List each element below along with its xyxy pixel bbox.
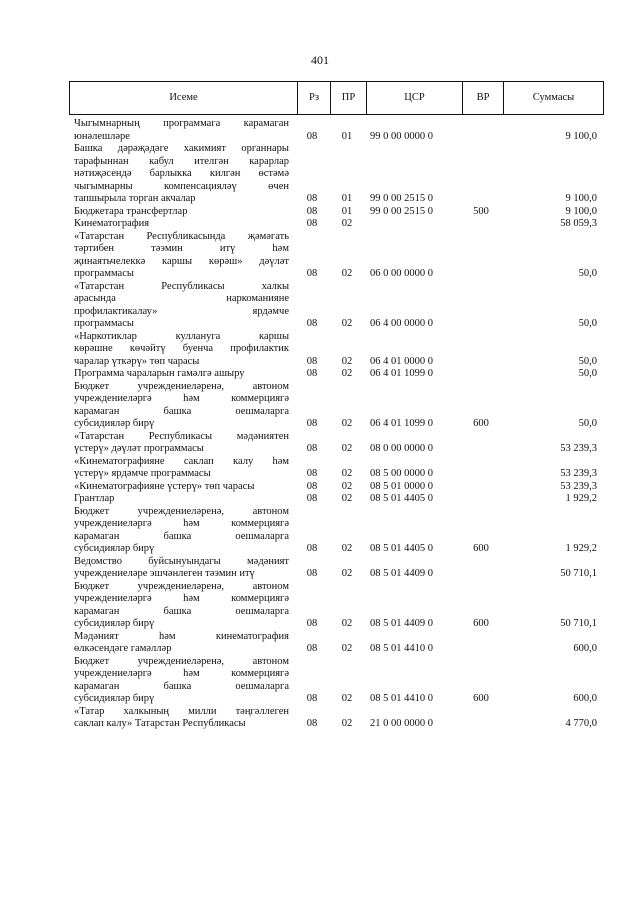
cell-sum: 58 059,3 bbox=[560, 218, 597, 229]
cell-rz: 08 bbox=[306, 193, 318, 204]
table-row bbox=[0, 556, 640, 581]
row-name-line: тапшырыла торган акчалар bbox=[74, 193, 196, 204]
row-name-line: субсидияләр бирү bbox=[74, 418, 155, 429]
cell-rz: 08 bbox=[306, 318, 318, 329]
cell-csr: 99 0 00 2515 0 bbox=[370, 193, 433, 204]
cell-rz: 08 bbox=[306, 718, 318, 729]
cell-csr: 08 5 01 4410 0 bbox=[370, 693, 433, 704]
row-name-line: өлкәсендәге гамәлләр bbox=[74, 643, 172, 654]
cell-vr bbox=[467, 218, 495, 231]
table-row bbox=[0, 631, 640, 656]
cell-pr: 02 bbox=[341, 268, 353, 279]
cell-vr bbox=[467, 193, 495, 206]
cell-pr: 02 bbox=[341, 368, 353, 379]
row-name bbox=[74, 231, 289, 281]
cell-sum: 53 239,3 bbox=[560, 480, 597, 492]
header-pr: ПР bbox=[330, 82, 366, 114]
row-name-line: «Татар халкының милли тәңгәллеген bbox=[74, 705, 289, 717]
cell-csr: 06 4 01 1099 0 bbox=[370, 368, 433, 379]
cell-csr: 08 5 01 0000 0 bbox=[370, 480, 433, 492]
row-name-line: Бюджет учреждениеләренә, автоном bbox=[74, 505, 289, 517]
row-name-line: учреждениеләргә һәм коммерциягә bbox=[74, 593, 289, 604]
cell-pr: 02 bbox=[341, 693, 353, 704]
cell-vr bbox=[467, 643, 495, 656]
row-name-line: карамаган башка оешмаларга bbox=[74, 605, 289, 617]
cell-csr: 06 4 00 0000 0 bbox=[370, 318, 433, 329]
table-row bbox=[0, 506, 640, 556]
cell-rz: 08 bbox=[306, 368, 318, 379]
cell-sum: 50 710,1 bbox=[560, 618, 597, 629]
cell-sum: 53 239,3 bbox=[560, 468, 597, 479]
table-row bbox=[0, 656, 640, 706]
cell-vr bbox=[467, 568, 495, 581]
cell-csr: 06 0 00 0000 0 bbox=[370, 268, 433, 279]
cell-pr: 02 bbox=[341, 355, 353, 367]
header-sum: Суммасы bbox=[503, 82, 603, 114]
cell-csr: 08 5 01 4410 0 bbox=[370, 643, 433, 654]
cell-sum: 50 710,1 bbox=[560, 568, 597, 579]
cell-vr: 600 bbox=[473, 618, 489, 629]
header-rz: Рз bbox=[297, 82, 330, 114]
row-name-line: җинаятьчелеккә каршы көрәш» дәүләт bbox=[74, 255, 289, 267]
row-name-line: профилактикалау» ярдәмче bbox=[74, 305, 289, 317]
row-name-line: «Татарстан Республикасы мәдәниятен bbox=[74, 430, 289, 442]
cell-csr: 08 5 00 0000 0 bbox=[370, 468, 433, 479]
cell-pr: 01 bbox=[341, 205, 353, 217]
cell-rz: 08 bbox=[306, 480, 318, 492]
table-row bbox=[0, 493, 640, 506]
table-row bbox=[0, 331, 640, 369]
header-csr: ЦСР bbox=[366, 82, 462, 114]
row-name bbox=[74, 493, 289, 506]
row-name bbox=[74, 431, 289, 456]
table-row bbox=[0, 706, 640, 731]
row-name-line: «Татарстан Республикасы халкы bbox=[74, 280, 289, 292]
cell-pr: 02 bbox=[341, 318, 353, 329]
cell-pr: 02 bbox=[341, 618, 353, 629]
row-name-line: Программа чараларын гамәлгә ашыру bbox=[74, 368, 245, 379]
row-name-line: тәртибен тәэмин итү һәм bbox=[74, 243, 289, 254]
cell-csr: 08 5 01 4405 0 bbox=[370, 543, 433, 554]
row-name-line: учреждениеләре эшчәнлеген тәэмин итү bbox=[74, 568, 255, 579]
row-name-line: Бюджет учреждениеләренә, автоном bbox=[74, 655, 289, 667]
cell-pr: 01 bbox=[341, 130, 353, 142]
cell-pr: 01 bbox=[341, 193, 353, 204]
cell-sum: 53 239,3 bbox=[560, 443, 597, 454]
cell-rz: 08 bbox=[306, 130, 318, 142]
cell-rz: 08 bbox=[306, 618, 318, 629]
table-row bbox=[0, 456, 640, 481]
cell-vr bbox=[467, 443, 495, 456]
row-name-line: карамаган башка оешмаларга bbox=[74, 405, 289, 417]
cell-rz: 08 bbox=[306, 543, 318, 554]
row-name bbox=[74, 656, 289, 706]
table-row bbox=[0, 381, 640, 431]
header-name: Исеме bbox=[169, 92, 198, 103]
row-name bbox=[74, 506, 289, 556]
cell-pr: 02 bbox=[341, 480, 353, 492]
table-row bbox=[0, 481, 640, 494]
row-name-line: карамаган башка оешмаларга bbox=[74, 680, 289, 692]
row-name bbox=[74, 218, 289, 231]
cell-csr: 06 4 01 0000 0 bbox=[370, 355, 433, 367]
cell-csr: 08 0 00 0000 0 bbox=[370, 443, 433, 454]
table-row bbox=[0, 218, 640, 231]
cell-rz: 08 bbox=[306, 268, 318, 279]
row-name-line: саклап калу» Татарстан Республикасы bbox=[74, 718, 246, 729]
row-name-line: Бюджет учреждениеләренә, автоном bbox=[74, 380, 289, 392]
row-name-line: юнәлешләре bbox=[74, 130, 130, 142]
row-name-line: «Кинематографияне үстерү» төп чарасы bbox=[74, 480, 255, 492]
row-name-line: субсидияләр бирү bbox=[74, 693, 155, 704]
table-header bbox=[69, 81, 604, 115]
row-name-line: Кинематография bbox=[74, 218, 150, 229]
cell-vr bbox=[467, 718, 495, 731]
cell-vr: 600 bbox=[473, 543, 489, 554]
cell-vr: 600 bbox=[473, 693, 489, 704]
row-name-line: Грантлар bbox=[74, 493, 115, 504]
cell-pr: 02 bbox=[341, 718, 353, 729]
cell-csr: 08 5 01 4405 0 bbox=[370, 493, 433, 504]
cell-csr: 99 0 00 2515 0 bbox=[370, 205, 433, 217]
cell-sum: 1 929,2 bbox=[565, 543, 597, 554]
row-name-line: чыгымнарны компенсацияләү өчен bbox=[74, 180, 289, 192]
table-row bbox=[0, 206, 640, 219]
cell-vr bbox=[467, 268, 495, 281]
cell-sum: 9 100,0 bbox=[565, 205, 597, 217]
cell-pr: 02 bbox=[341, 218, 353, 229]
cell-sum: 600,0 bbox=[573, 643, 597, 654]
row-name-line: арасында наркоманияне bbox=[74, 293, 289, 304]
cell-vr bbox=[467, 356, 495, 369]
row-name bbox=[74, 381, 289, 431]
cell-rz: 08 bbox=[306, 693, 318, 704]
row-name-line: субсидияләр бирү bbox=[74, 543, 155, 554]
row-name-line: карамаган башка оешмаларга bbox=[74, 530, 289, 542]
cell-csr: 08 5 01 4409 0 bbox=[370, 618, 433, 629]
row-name bbox=[74, 206, 289, 219]
row-name bbox=[74, 581, 289, 631]
cell-rz: 08 bbox=[306, 468, 318, 479]
row-name-line: чаралар үткәрү» төп чарасы bbox=[74, 355, 200, 367]
row-name-line: «Кинематографияне саклап калу һәм bbox=[74, 455, 289, 467]
cell-vr bbox=[467, 131, 495, 144]
row-name-line: учреждениеләргә һәм коммерциягә bbox=[74, 518, 289, 529]
cell-vr bbox=[467, 318, 495, 331]
table-row bbox=[0, 118, 640, 143]
table-row bbox=[0, 431, 640, 456]
cell-vr: 600 bbox=[473, 418, 489, 429]
cell-sum: 50,0 bbox=[578, 268, 597, 279]
cell-rz: 08 bbox=[306, 443, 318, 454]
row-name bbox=[74, 281, 289, 331]
cell-rz: 08 bbox=[306, 218, 318, 229]
row-name bbox=[74, 481, 289, 494]
cell-pr: 02 bbox=[341, 493, 353, 504]
row-name-line: учреждениеләргә һәм коммерциягә bbox=[74, 668, 289, 679]
cell-rz: 08 bbox=[306, 205, 318, 217]
row-name-line: Ведомство буйсынуындагы мәдәният bbox=[74, 555, 289, 567]
row-name bbox=[74, 143, 289, 206]
cell-sum: 50,0 bbox=[578, 368, 597, 379]
cell-sum: 1 929,2 bbox=[565, 493, 597, 504]
cell-rz: 08 bbox=[306, 643, 318, 654]
cell-csr: 08 5 01 4409 0 bbox=[370, 568, 433, 579]
row-name-line: Бюджетара трансфертлар bbox=[74, 205, 188, 217]
row-name-line: көрәшне көчәйтү буенча профилактик bbox=[74, 343, 289, 354]
row-name-line: программасы bbox=[74, 268, 134, 279]
cell-rz: 08 bbox=[306, 355, 318, 367]
cell-rz: 08 bbox=[306, 418, 318, 429]
table-row bbox=[0, 281, 640, 331]
cell-sum: 50,0 bbox=[578, 418, 597, 429]
row-name-line: учреждениеләргә һәм коммерциягә bbox=[74, 393, 289, 404]
row-name-line: Бюджет учреждениеләренә, автоном bbox=[74, 580, 289, 592]
page-number: 401 bbox=[311, 53, 329, 67]
cell-vr bbox=[467, 493, 495, 506]
cell-rz: 08 bbox=[306, 568, 318, 579]
cell-rz: 08 bbox=[306, 493, 318, 504]
cell-pr: 02 bbox=[341, 643, 353, 654]
row-name-line: нәтиҗәсендә барлыкка килгән өстәмә bbox=[74, 168, 289, 179]
cell-sum: 4 770,0 bbox=[565, 718, 597, 729]
row-name-line: Башка дәрәҗәдәге хакимият органнары bbox=[74, 143, 289, 154]
cell-pr: 02 bbox=[341, 443, 353, 454]
row-name-line: программасы bbox=[74, 318, 134, 329]
cell-sum: 9 100,0 bbox=[565, 130, 597, 142]
table-row bbox=[0, 143, 640, 206]
cell-csr: 99 0 00 0000 0 bbox=[370, 130, 433, 142]
row-name-line: Чыгымнарның программага карамаган bbox=[74, 118, 289, 129]
cell-sum: 9 100,0 bbox=[565, 193, 597, 204]
row-name bbox=[74, 118, 289, 143]
row-name-line: үстерү» ярдәмче программасы bbox=[74, 468, 211, 479]
cell-pr: 02 bbox=[341, 543, 353, 554]
cell-vr bbox=[467, 468, 495, 481]
row-name bbox=[74, 706, 289, 731]
cell-sum: 50,0 bbox=[578, 355, 597, 367]
row-name bbox=[74, 331, 289, 369]
row-name bbox=[74, 631, 289, 656]
cell-csr: 06 4 01 1099 0 bbox=[370, 418, 433, 429]
cell-sum: 600,0 bbox=[573, 693, 597, 704]
cell-pr: 02 bbox=[341, 418, 353, 429]
cell-pr: 02 bbox=[341, 568, 353, 579]
row-name bbox=[74, 456, 289, 481]
cell-pr: 02 bbox=[341, 468, 353, 479]
header-vr: ВР bbox=[462, 82, 503, 114]
row-name-line: субсидияләр бирү bbox=[74, 618, 155, 629]
table-row bbox=[0, 368, 640, 381]
cell-csr: 21 0 00 0000 0 bbox=[370, 718, 433, 729]
cell-vr: 500 bbox=[473, 205, 489, 217]
cell-vr bbox=[467, 481, 495, 494]
row-name-line: тарафыннан кабул ителгән карарлар bbox=[74, 155, 289, 167]
row-name-line: «Наркотиклар куллануга каршы bbox=[74, 330, 289, 342]
row-name-line: Мәдәният һәм кинематография bbox=[74, 630, 289, 642]
row-name bbox=[74, 556, 289, 581]
table-row bbox=[0, 581, 640, 631]
row-name-line: «Татарстан Республикасында җәмәгать bbox=[74, 230, 289, 242]
cell-sum: 50,0 bbox=[578, 318, 597, 329]
cell-vr bbox=[467, 368, 495, 381]
cell-csr bbox=[370, 218, 460, 231]
table-row bbox=[0, 231, 640, 281]
row-name bbox=[74, 368, 289, 381]
row-name-line: үстерү» дәүләт программасы bbox=[74, 443, 204, 454]
